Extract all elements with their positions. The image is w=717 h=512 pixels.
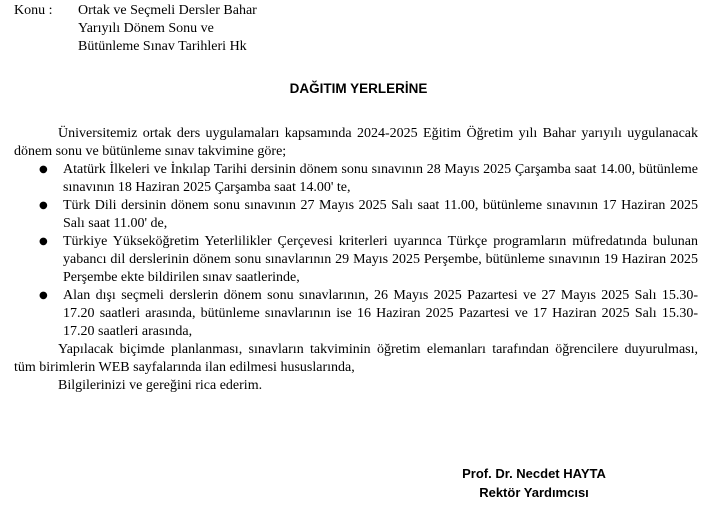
list-item bbox=[14, 287, 698, 341]
bullet-icon: ● bbox=[39, 290, 48, 301]
bullet-icon: ● bbox=[39, 164, 48, 175]
planning-paragraph: Yapılacak biçimde planlanması, sınavların takviminin öğretim elemanları tarafından öğrencilere duyurulması, tüm birimlerin WEB sayfalarında ilan edilmesi hususlarında, bbox=[14, 342, 698, 375]
subject-line: Yarıyılı Dönem Sonu ve bbox=[78, 21, 214, 36]
recipient-heading: DAĞITIM YERLERİNE bbox=[289, 81, 428, 96]
list-item-text: Türkiye Yükseköğretim Yeterlilikler Çerçevesi kriterleri uyarınca Türkçe programların müfredatında bulunan yabancı dil derslerinin dönem sonu sınavlarının 29 Mayıs 2025 Perşembe, bütünleme sınavının 19 Haziran 2025 Perşembe ekte bildirilen sınav saatlerinde, bbox=[63, 234, 698, 285]
list-item bbox=[14, 197, 698, 233]
subject-line: Bütünleme Sınav Tarihleri Hk bbox=[78, 39, 247, 54]
list-item-text: Türk Dili dersinin dönem sonu sınavının 27 Mayıs 2025 Salı saat 11.00, bütünleme sınavının 17 Haziran 2025 Salı saat 11.00' de, bbox=[63, 198, 698, 231]
letter-body bbox=[14, 125, 698, 395]
subject-label: Konu : bbox=[14, 3, 53, 18]
exam-schedule-list bbox=[14, 161, 698, 341]
intro-paragraph: Üniversitemiz ortak ders uygulamaları kapsamında 2024-2025 Eğitim Öğretim yılı Bahar yarıyılı uygulanacak dönem sonu ve bütünleme sınav takvimine göre; bbox=[14, 126, 698, 159]
list-item-text: Atatürk İlkeleri ve İnkılap Tarihi dersinin dönem sonu sınavının 28 Mayıs 2025 Çarşamba saat 14.00, bütünleme sınavının 18 Haziran 2025 Çarşamba saat 14.00' te, bbox=[63, 162, 698, 195]
bullet-icon: ● bbox=[39, 200, 48, 211]
signatory-title: Rektör Yardımcısı bbox=[479, 485, 589, 500]
list-item bbox=[14, 233, 698, 287]
list-item-text: Alan dışı seçmeli derslerin dönem sonu sınavlarının, 26 Mayıs 2025 Pazartesi ve 27 Mayıs 2025 Salı 15.30-17.20 saatleri arasında, bütünleme sınavlarının ise 16 Haziran 2025 Pazartesi ve 17 Haziran 2025 Salı 15.30-17.20 saatleri arasında, bbox=[63, 288, 698, 339]
list-item bbox=[14, 161, 698, 197]
subject-text bbox=[78, 2, 378, 56]
closing-line: Bilgilerinizi ve gereğini rica ederim. bbox=[58, 378, 263, 393]
signatory-name: Prof. Dr. Necdet HAYTA bbox=[462, 466, 606, 481]
subject-line: Ortak ve Seçmeli Dersler Bahar bbox=[78, 3, 257, 18]
signature-block bbox=[444, 464, 624, 502]
bullet-icon: ● bbox=[39, 236, 48, 247]
